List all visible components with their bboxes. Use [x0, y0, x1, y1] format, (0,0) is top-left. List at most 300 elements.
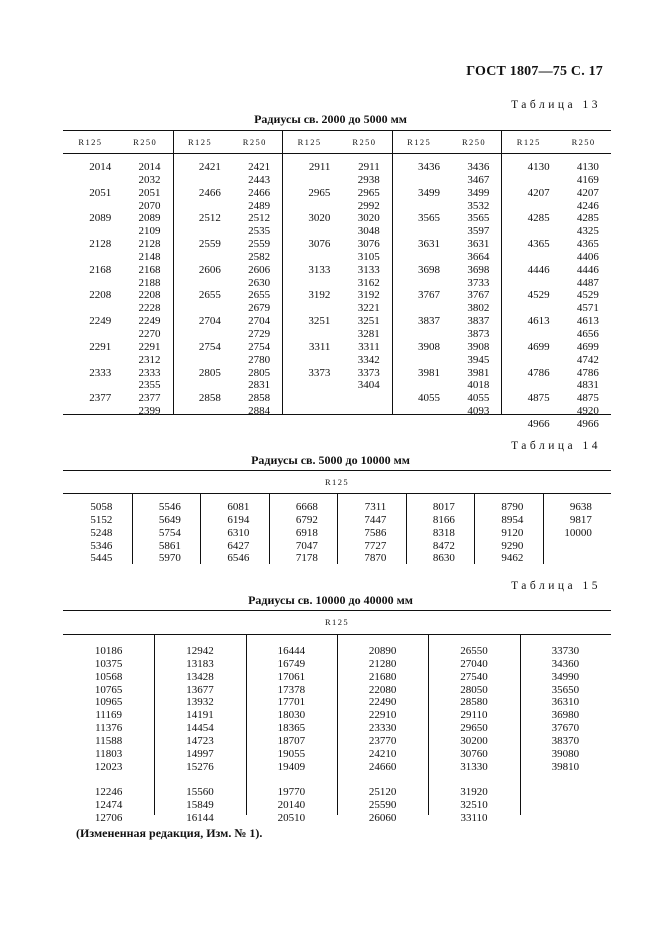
table-13-r125-cell: 3192: [308, 289, 331, 302]
table-13-r250-cell: 4571: [576, 302, 599, 315]
table-14-cell: 8017: [432, 501, 455, 513]
table-15-cell: [337, 773, 428, 786]
table-13-header-cell: R125: [78, 137, 103, 147]
table-13-r125-cell: [398, 174, 440, 187]
table-13-r125-cell: [288, 354, 330, 367]
table-13-r250-cell: 4055: [467, 392, 490, 405]
table-14-cell: 6918: [295, 526, 318, 539]
table-13-r125-cell: 4699: [527, 340, 550, 353]
table-13-r250-cell: 4018: [467, 379, 490, 392]
table-13-r125-cell: [507, 277, 549, 290]
table-15-column: [246, 645, 337, 825]
table-13-r250-cell: 4246: [576, 199, 599, 212]
table-15-cell: 18365: [277, 722, 306, 735]
table-13-r125-cell: 3631: [418, 238, 441, 251]
table-15-cell: 10186: [94, 645, 123, 657]
table-14-cell: 5861: [158, 539, 181, 552]
table-14-cell: 7178: [295, 552, 318, 565]
table-13-r125-cell: 2377: [89, 392, 112, 405]
table-13-r250-cell: 4365: [576, 238, 599, 251]
table-13-r250-cell: 2249: [138, 315, 161, 328]
table-14-cell: 8472: [432, 539, 455, 552]
table-13-r125-column: [288, 161, 330, 379]
table-13-header-cell: R250: [571, 137, 596, 147]
table-14-top-rule: [63, 470, 611, 471]
table-13-r125-cell: 3908: [418, 340, 441, 353]
table-13-r250-cell: 2606: [248, 263, 271, 276]
table-13-r125-cell: [288, 251, 330, 264]
table-13-r125-cell: 4613: [527, 315, 550, 328]
table-13-r125-cell: 3767: [418, 289, 441, 302]
table-15-cell: 38370: [551, 734, 580, 747]
table-13-r125-cell: [179, 379, 221, 392]
table-13-r250-cell: 2188: [138, 276, 161, 289]
table-13-r125-cell: [69, 225, 111, 238]
table-13-r250-cell: 2168: [138, 263, 161, 276]
table-13-r125-cell: [69, 354, 111, 367]
table-13-r250-cell: 3404: [357, 379, 380, 392]
table-13-r250-cell: 4920: [576, 405, 599, 418]
table-13-r250-cell: 3281: [357, 327, 380, 340]
table-14-cell: 7870: [364, 552, 387, 565]
table-14-cell: 9817: [569, 513, 592, 526]
table-15-cell: 39810: [551, 760, 580, 773]
table-15-cell: 23770: [368, 734, 397, 747]
table-13-r125-cell: [179, 302, 221, 315]
amendment-note: (Измененная редакция, Изм. № 1).: [76, 826, 263, 840]
table-15-cell: 22080: [368, 683, 397, 696]
table-13-r250-cell: 4656: [576, 327, 599, 340]
table-13-r250-column: [337, 161, 380, 392]
table-15-cell: 17701: [277, 696, 306, 709]
table-13-r250-cell: 3105: [357, 250, 380, 263]
table-14-column: [200, 501, 249, 565]
table-13-r125-cell: [398, 225, 440, 238]
table-14-cell: 10000: [564, 526, 592, 539]
table-14-cell: 6081: [227, 501, 250, 513]
table-13-r250-cell: 3221: [357, 302, 380, 315]
table-13-r125-cell: [507, 354, 549, 367]
table-15-cell: 29650: [460, 722, 488, 735]
table-15-cell: 30200: [460, 734, 488, 747]
table-14-cell: 9638: [569, 501, 592, 513]
table-15-cell: 24660: [368, 760, 397, 773]
table-14-cell: 6310: [227, 526, 250, 539]
table-14-cell: 7311: [364, 501, 387, 513]
table-13-r125-cell: [398, 277, 440, 290]
table-15-column: [337, 645, 428, 825]
table-13-r125-cell: 2754: [198, 340, 221, 353]
table-13-r250-cell: 2208: [138, 289, 161, 302]
table-15-cell: 34360: [551, 657, 580, 670]
table-14-cell: 5248: [90, 526, 113, 539]
table-13-r250-cell: 4742: [576, 353, 599, 366]
table-13-r125-cell: 2911: [308, 161, 331, 173]
table-15-cell: 15276: [186, 760, 214, 773]
table-14-cell: 8790: [501, 501, 524, 513]
table-15-cell: 16444: [277, 645, 306, 657]
table-13-r125-cell: [179, 354, 221, 367]
table-13-r125-cell: 4446: [527, 263, 550, 276]
table-15-cell: 33730: [551, 645, 580, 657]
table-15-cell: 11588: [95, 734, 123, 747]
table-14-column: [406, 501, 455, 565]
table-13-r250-cell: 4285: [576, 212, 599, 225]
table-13-r250-cell: 2089: [138, 212, 161, 225]
table-13-r250-cell: 4786: [576, 366, 599, 379]
table-13-r250-cell: 2355: [138, 379, 161, 392]
table-13-r125-cell: 3698: [418, 263, 441, 276]
table-15-cell: 24210: [368, 747, 397, 760]
table-13-r250-cell: 2148: [138, 250, 161, 263]
table-14-cell: 7047: [295, 539, 318, 552]
table-15-cell: 27040: [460, 657, 488, 670]
table-14-cell: 7586: [364, 526, 387, 539]
table-13-r250-cell: 3837: [467, 315, 490, 328]
table-15-cell: 34990: [551, 670, 580, 683]
table-13-r250-cell: 2704: [248, 315, 271, 328]
table-14-column: [474, 501, 523, 565]
table-13-r250-cell: 2291: [138, 340, 161, 353]
table-13-r250-cell: 2884: [248, 405, 271, 418]
table-13-r250-cell: 2754: [248, 340, 271, 353]
table-13-r250-column: [447, 161, 490, 418]
table-14-column: [269, 501, 318, 565]
table-13-r250-cell: 2831: [248, 379, 271, 392]
table-13-r250-cell: 4831: [576, 379, 599, 392]
table-13-r250-column: [227, 161, 270, 418]
table-13-r250-cell: 2512: [248, 212, 271, 225]
table-14-cell: 7727: [364, 539, 387, 552]
table-13-r125-cell: 2965: [308, 186, 331, 199]
table-13-r125-cell: [179, 251, 221, 264]
table-15-cell: 22910: [368, 709, 397, 722]
table-13-r125-cell: [288, 328, 330, 341]
table-13-group-divider: [173, 130, 174, 414]
table-13-r125-column: [398, 161, 440, 405]
table-13-r125-cell: [288, 277, 330, 290]
table-13-r250-cell: 4529: [576, 289, 599, 302]
table-15-cell: 10765: [94, 683, 123, 696]
table-15-cell: 28050: [460, 683, 488, 696]
table-13-r250-cell: 2312: [138, 353, 161, 366]
table-13-r250-cell: 3873: [467, 327, 490, 340]
table-13-r125-cell: 2421: [198, 161, 221, 173]
table-13-r250-cell: 3945: [467, 353, 490, 366]
table-15-cell: 11169: [95, 709, 122, 722]
table-13-r125-cell: [179, 225, 221, 238]
table-13-r125-cell: 3499: [418, 186, 441, 199]
table-14-cell: 7447: [364, 513, 387, 526]
table-13-r250-cell: 2992: [357, 199, 380, 212]
table-13-r125-column: [179, 161, 221, 405]
table-13-r250-cell: 2805: [248, 366, 271, 379]
table-13-r250-cell: 3076: [357, 238, 380, 251]
table-13-r250-cell: 2679: [248, 302, 271, 315]
table-13-header-cell: R125: [297, 137, 322, 147]
table-14-cell: 5152: [90, 513, 113, 526]
table-14-cell: 5058: [90, 501, 113, 513]
table-13-r125-column: [69, 161, 111, 405]
table-15-cell: 15560: [186, 786, 214, 799]
table-13-title: Радиусы св. 2000 до 5000 мм: [254, 112, 407, 126]
table-13-r125-cell: [179, 328, 221, 341]
table-15-cell: 16749: [277, 657, 306, 670]
table-13-r250-cell: 2421: [248, 161, 271, 173]
table-13-r125-cell: 2208: [89, 289, 112, 302]
table-15-cell: 12474: [94, 799, 123, 812]
table-13-r125-cell: 2014: [89, 161, 112, 173]
table-15-cell: 27540: [460, 670, 488, 683]
table-13-r125-cell: [507, 251, 549, 264]
table-13-header-cell: R250: [242, 137, 267, 147]
table-15-title: Радиусы св. 10000 до 40000 мм: [248, 593, 413, 607]
table-13-r125-cell: 2606: [198, 263, 221, 276]
table-15-cell: [154, 773, 245, 786]
table-13-r125-cell: [398, 328, 440, 341]
table-15-cell: 21680: [368, 670, 397, 683]
table-13-r250-cell: 2270: [138, 327, 161, 340]
table-13-r250-cell: 2070: [138, 199, 161, 212]
table-13-r125-cell: [69, 277, 111, 290]
table-13-r125-cell: 2655: [198, 289, 221, 302]
table-14-label: Таблица 14: [511, 440, 601, 452]
table-13-r125-cell: 3133: [308, 263, 331, 276]
table-13-r125-cell: [398, 354, 440, 367]
table-13-r250-cell: 3733: [467, 276, 490, 289]
table-15-cell: 13183: [186, 657, 214, 670]
table-13-r250-cell: 2582: [248, 250, 271, 263]
table-13-r125-cell: 3373: [308, 366, 331, 379]
table-13-r250-cell: 2911: [358, 161, 380, 173]
table-14-cell: 8318: [432, 526, 455, 539]
table-13-r250-cell: 2938: [357, 173, 380, 186]
table-13-r125-cell: 4365: [527, 238, 550, 251]
table-13-r125-cell: 2249: [89, 315, 112, 328]
table-15-cell: 29110: [460, 709, 488, 722]
table-15-cell: 13677: [186, 683, 214, 696]
table-14-cell: 6546: [227, 552, 250, 565]
table-15-cell: 12942: [186, 645, 214, 657]
table-13-r125-cell: 4529: [527, 289, 550, 302]
table-13-r250-cell: 3767: [467, 289, 490, 302]
table-14-cell: 5346: [90, 539, 113, 552]
table-13-r250-cell: 4446: [576, 263, 599, 276]
table-14-cell: 5754: [158, 526, 181, 539]
table-13-header-cell: R250: [133, 137, 158, 147]
table-13-r250-cell: 2377: [138, 392, 161, 405]
table-15-cell: [246, 773, 337, 786]
table-15-label: Таблица 15: [511, 580, 601, 592]
table-14-cell: 9462: [501, 552, 524, 565]
table-13-r250-cell: 3342: [357, 353, 380, 366]
table-14-cell: 5546: [158, 501, 181, 513]
table-13-r125-cell: 4875: [527, 392, 550, 405]
table-13-r250-cell: 3565: [467, 212, 490, 225]
table-13-r250-cell: 2559: [248, 238, 271, 251]
table-13-r125-cell: [288, 302, 330, 315]
table-13-r125-cell: [507, 200, 549, 213]
table-15-cell: 20140: [277, 799, 306, 812]
table-14-column: [543, 501, 592, 540]
table-13-r250-cell: 4487: [576, 276, 599, 289]
table-13-r250-cell: 2228: [138, 302, 161, 315]
table-13-r250-cell: 3981: [467, 366, 490, 379]
table-15-cell: 14191: [186, 709, 214, 722]
table-13-r125-cell: 2466: [198, 186, 221, 199]
table-13-r250-cell: 2858: [248, 392, 271, 405]
table-13-r250-cell: 4325: [576, 225, 599, 238]
table-14-column: [337, 501, 386, 565]
table-13-r250-cell: 4130: [576, 161, 599, 173]
table-13-header-cell: R250: [461, 137, 486, 147]
table-13-r125-cell: 4285: [527, 212, 550, 225]
table-13-r250-cell: 3532: [467, 199, 490, 212]
table-13-r125-cell: 3251: [308, 315, 331, 328]
table-13-r250-cell: 3192: [357, 289, 380, 302]
table-14-header-cell: R125: [324, 477, 350, 487]
table-15-cell: 26550: [460, 645, 488, 657]
table-13-label: Таблица 13: [511, 99, 601, 111]
table-15-cell: 15849: [186, 799, 214, 812]
table-15-cell: 35650: [551, 683, 580, 696]
table-13-r250-cell: 2399: [138, 405, 161, 418]
table-13-r125-cell: 2858: [198, 392, 221, 405]
table-14-cell: 6194: [227, 513, 250, 526]
table-14-column: [63, 501, 112, 565]
table-13-r125-cell: [179, 277, 221, 290]
table-13-r125-cell: 2704: [198, 315, 221, 328]
table-13-r125-cell: [398, 302, 440, 315]
table-13-r250-cell: 2489: [248, 199, 271, 212]
table-13-r250-cell: 2630: [248, 276, 271, 289]
table-14-cell: 9290: [501, 539, 524, 552]
table-13-r125-cell: 4966: [527, 417, 550, 430]
table-13-r125-cell: 3436: [418, 161, 441, 173]
table-13-r250-cell: 4699: [576, 340, 599, 353]
table-13-r250-cell: 3802: [467, 302, 490, 315]
table-15-cell: 17061: [277, 670, 306, 683]
table-13-r125-cell: [507, 225, 549, 238]
table-13-r125-cell: [398, 379, 440, 392]
table-15-cell: 36310: [551, 696, 580, 709]
table-14-cell: 5445: [90, 552, 113, 565]
table-13-r125-cell: 2805: [198, 366, 221, 379]
table-13-r250-cell: 4093: [467, 405, 490, 418]
table-13-r250-cell: 3436: [467, 161, 490, 173]
table-13-r125-cell: 3311: [308, 340, 331, 353]
table-13-r250-cell: 3020: [357, 212, 380, 225]
table-14-cell: 6792: [295, 513, 318, 526]
table-15-cell: 11376: [95, 722, 123, 735]
table-15-cell: 12706: [94, 811, 123, 824]
table-15-cell: 10375: [94, 657, 123, 670]
table-13-r250-cell: 3664: [467, 250, 490, 263]
table-13-r125-cell: 4130: [527, 161, 550, 173]
table-13-r125-cell: 3837: [418, 315, 441, 328]
table-13-r250-cell: 2109: [138, 225, 161, 238]
table-13-r125-cell: 2089: [89, 212, 112, 225]
table-15-cell: 39080: [551, 747, 580, 760]
table-15-cell: 10568: [94, 670, 123, 683]
table-15-cell: 31330: [460, 760, 488, 773]
table-13-r125-cell: 3076: [308, 238, 331, 251]
table-14-title: Радиусы св. 5000 до 10000 мм: [251, 453, 410, 467]
table-13-head-rule: [63, 153, 611, 154]
table-13-r125-cell: 4207: [527, 186, 550, 199]
table-13-r250-cell: 3908: [467, 340, 490, 353]
table-13-header-cell: R125: [516, 137, 541, 147]
table-14-cell: 9120: [501, 526, 524, 539]
table-13-r250-cell: 2965: [357, 186, 380, 199]
table-13-r125-column: [507, 161, 549, 431]
table-15-column: [63, 645, 154, 825]
table-15-cell: 12246: [94, 786, 123, 799]
table-14-cell: 5649: [158, 513, 181, 526]
table-13-header-cell: R125: [407, 137, 432, 147]
table-15-cell: 19055: [277, 747, 306, 760]
table-13-r125-cell: 3981: [418, 366, 441, 379]
table-13-r125-cell: 4786: [527, 366, 550, 379]
table-15-cell: 14723: [186, 734, 214, 747]
table-13-header-cell: R250: [352, 137, 377, 147]
table-15-cell: [63, 773, 154, 786]
table-13-r125-cell: [69, 379, 111, 392]
table-13-r250-cell: 4875: [576, 392, 599, 405]
table-13-r250-cell: 3311: [358, 340, 380, 353]
table-15-cell: 20510: [277, 811, 306, 824]
table-15-cell: 32510: [460, 799, 488, 812]
table-13-top-rule: [63, 130, 611, 131]
table-13-r125-cell: [398, 251, 440, 264]
table-15-cell: 18707: [277, 734, 306, 747]
table-13-r250-cell: 3373: [357, 366, 380, 379]
table-13-r250-cell: 2729: [248, 327, 271, 340]
table-15-cell: 25120: [368, 786, 397, 799]
table-14-cell: 6427: [227, 539, 250, 552]
table-13-r125-cell: 2168: [89, 263, 112, 276]
table-15-cell: 25590: [368, 799, 397, 812]
table-14-cell: 8630: [432, 552, 455, 565]
table-15-cell: 12023: [94, 760, 123, 773]
table-13-r250-cell: 2535: [248, 225, 271, 238]
table-13-r250-column: [118, 161, 161, 418]
table-15-cell: 36980: [551, 709, 580, 722]
table-13-r125-cell: 2291: [89, 340, 112, 353]
table-15-cell: 13932: [186, 696, 214, 709]
table-13-r125-cell: [179, 200, 221, 213]
table-13-r250-cell: 2780: [248, 353, 271, 366]
table-15-header-cell: R125: [324, 617, 350, 627]
table-13-r125-cell: 4055: [418, 392, 441, 405]
table-15-cell: 20890: [368, 645, 397, 657]
table-13-r125-cell: [69, 174, 111, 187]
table-13-r125-cell: [69, 200, 111, 213]
table-15-cell: 23330: [368, 722, 397, 735]
table-13-r125-cell: [69, 251, 111, 264]
table-15-column: [520, 645, 611, 773]
table-13-r250-cell: 3698: [467, 263, 490, 276]
table-13-r125-cell: [288, 200, 330, 213]
table-13-r250-cell: 4406: [576, 250, 599, 263]
table-13-r250-cell: 3631: [467, 238, 490, 251]
table-15-cell: 18030: [277, 709, 306, 722]
page-header: ГОСТ 1807—75 С. 17: [466, 64, 603, 79]
table-13-r250-cell: 4966: [576, 417, 599, 430]
table-13-r250-cell: 3133: [357, 263, 380, 276]
table-13-r250-cell: 3597: [467, 225, 490, 238]
table-15-cell: 26060: [368, 811, 397, 824]
